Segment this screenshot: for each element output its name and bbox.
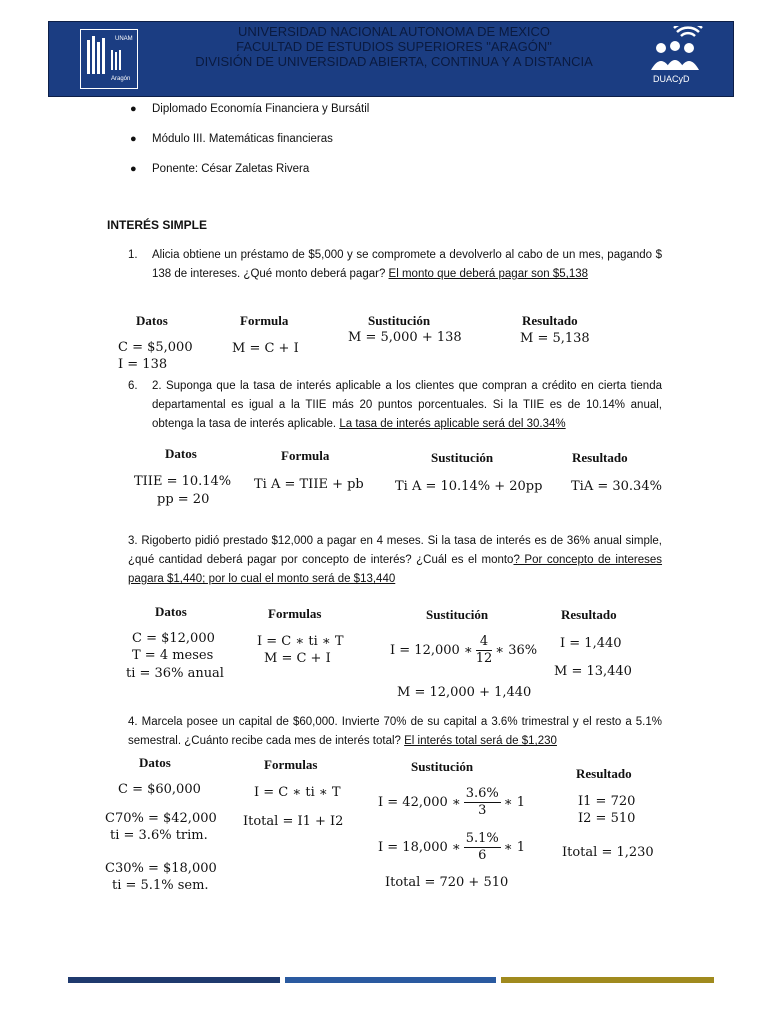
sustitucion-line: M = 5,000 + 138 [348,330,462,345]
col-header-datos: Datos [136,313,168,328]
header-line-1: UNIVERSIDAD NACIONAL AUTONOMA DE MEXICO [237,24,551,39]
footer-bar-blue [285,977,496,983]
logo-left-unam-text: UNAM [115,36,133,42]
header-banner [48,21,734,97]
resultado-line: I2 = 510 [578,811,636,826]
resultado-line: Itotal = 1,230 [562,845,654,860]
col-header-formula: Formulas [268,606,322,621]
datos-line: pp = 20 [157,492,210,507]
sustitucion-line: I = 12,000 ∗ $\frac{4}{12}$ ∗ 36% [390,634,538,666]
datos-line: C30% = $18,000 [105,861,217,876]
problem-2 [128,377,662,434]
problem-answer: ? Por concepto de intereses pagara $1,440; por lo cual el monto será de $13,440 [128,554,663,585]
datos-line: T = 4 meses [132,648,214,663]
problem-text: Alicia obtiene un préstamo de $5,000 y se compromete a devolverlo al cabo de un mes, pagando $ 138 de intereses. ¿Qué monto deberá pagar? [152,249,662,280]
footer-bar-gold [501,977,714,983]
datos-line: TIIE = 10.14% [134,474,232,489]
problem-3 [128,532,662,589]
resultado-line: M = 13,440 [554,664,632,679]
unam-fes-aragon-logo [80,29,138,89]
list-item: ● Ponente: César Zaletas Rivera [130,163,310,175]
resultado-line: I1 = 720 [578,794,636,809]
col-header-sustitucion: Sustitución [368,313,431,328]
datos-line: ti = 5.1% sem. [112,878,209,893]
sustitucion-line: I = 18,000 ∗ $\frac{5.1\%}{6}$ ∗ 1 [378,831,526,863]
header-line-3: DIVISIÓN DE UNIVERSIDAD ABIERTA, CONTINUA Y A DISTANCIA [195,54,593,69]
datos-line: C = $12,000 [132,631,215,646]
logo-left-aragon-text: Aragón [111,76,131,82]
col-header-datos: Datos [139,755,171,770]
formula-line: I = C ∗ ti ∗ T [257,634,344,649]
datos-line: C = $60,000 [118,782,201,797]
problem-4 [128,713,662,751]
sustitucion-line: Itotal = 720 + 510 [385,875,509,890]
formula-line: I = C ∗ ti ∗ T [254,785,341,800]
bullet-icon: ● [130,133,137,145]
header-title [159,24,629,69]
col-header-sustitucion: Sustitución [411,759,474,774]
formula-line: M = C + I [232,341,299,356]
resultado-line: TiA = 30.34% [571,479,662,494]
sustitucion-line: M = 12,000 + 1,440 [397,685,532,700]
problem-number: 6. [128,380,138,392]
problem-text: 2. Suponga que la tasa de interés aplicable a los clientes que compran a crédito en cierta tienda departamental es igual a la TIIE más 20 puntos porcentuales. Si la TIIE es de 10.14% anual, obtenga la tasa de interés aplicable. [152,380,662,430]
list-item: ● Módulo III. Matemáticas financieras [130,133,333,145]
formula-line: Ti A = TIIE + pb [254,477,364,492]
fraction: $\frac{4}{12}$ [475,634,493,666]
list-item: ● Diplomado Economía Financiera y Bursátil [130,103,370,115]
col-header-formula: Formulas [264,757,318,772]
col-header-datos: Datos [155,604,187,619]
col-header-formula: Formula [240,313,289,328]
col-header-sustitucion: Sustitución [431,450,494,465]
problem-number: 1. [128,249,138,261]
col-header-resultado: Resultado [561,607,617,622]
problem-text: 3. Rigoberto pidió prestado $12,000 a pagar en 4 meses. Si la tasa de interés es de 36% anual simple, ¿qué cantidad deberá pagar por concepto de interés? ¿Cuál es el monto [128,535,662,566]
problem-text: 4. Marcela posee un capital de $60,000. Invierte 70% de su capital a 3.6% trimestral y el resto a 5.1% semestral. ¿Cuánto recibe cada mes de interés total? [128,716,662,747]
datos-line: ti = 3.6% trim. [110,828,208,843]
course-info-list [128,101,369,191]
datos-line: C70% = $42,000 [105,811,217,826]
sustitucion-line: I = 42,000 ∗ $\frac{3.6\%}{3}$ ∗ 1 [378,786,526,818]
bullet-icon: ● [130,103,137,115]
problem-answer: El monto que deberá pagar son $5,138 [388,268,589,280]
section-title: INTERÉS SIMPLE [107,218,208,232]
fraction: $\frac{5.1\%}{6}$ [465,831,499,863]
col-header-resultado: Resultado [522,313,578,328]
col-header-sustitucion: Sustitución [426,607,489,622]
problem-answer: El interés total será de $1,230 [404,735,557,747]
col-header-resultado: Resultado [572,450,628,465]
duacyd-logo [647,26,709,94]
col-header-formula: Formula [281,448,330,463]
col-header-resultado: Resultado [576,766,632,781]
footer-bar-navy [68,977,280,983]
datos-line: ti = 36% anual [126,666,224,681]
fraction: $\frac{3.6\%}{3}$ [465,786,499,818]
datos-line: I = 138 [118,357,168,372]
col-header-datos: Datos [165,446,197,461]
problem-1 [128,246,662,284]
resultado-line: I = 1,440 [560,636,622,651]
sustitucion-line: Ti A = 10.14% + 20pp [395,479,543,494]
bullet-icon: ● [130,163,137,175]
duacyd-logo-text: DUACyD [653,74,690,84]
problem-answer: La tasa de interés aplicable será del 30.34% [339,418,566,430]
formula-line: M = C + I [264,651,331,666]
resultado-line: M = 5,138 [520,331,590,346]
formula-line: Itotal = I1 + I2 [243,814,344,829]
header-line-2: FACULTAD DE ESTUDIOS SUPERIORES "ARAGÓN" [236,39,552,54]
datos-line: C = $5,000 [118,340,193,355]
